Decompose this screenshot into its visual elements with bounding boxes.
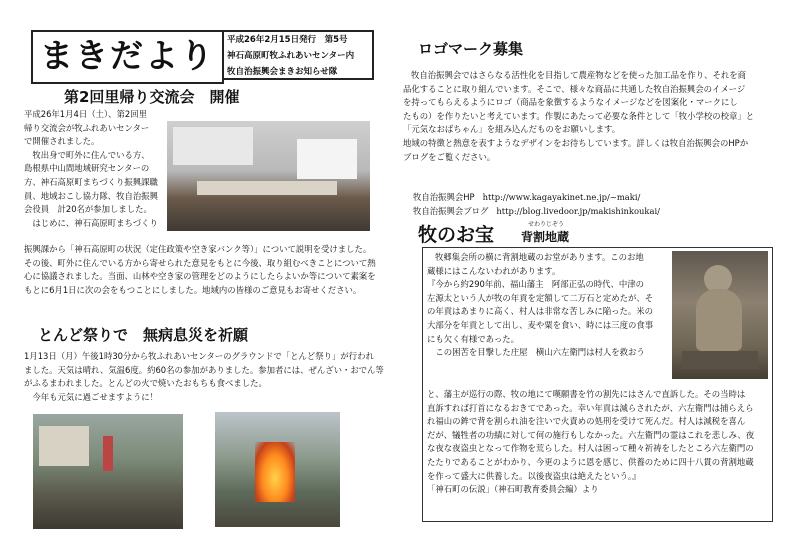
- hp-url[interactable]: http://www.kagayakinet.ne.jp/~maki/: [482, 192, 641, 202]
- exchange-lead: 平成26年1月4日（土）、第2回里 帰り交流会が牧ふれあいセンター で開催されました。 牧出身で町外に住んでいる方、 島根県中山間地域研究センターの 方、神石高原町まちづくり振興課職 員、地域おこし協力隊、牧自治振興 会役員 計20名が参加しました。 はじめに、神石高原町まちづくり: [24, 109, 158, 228]
- newsletter-title: まきだより: [31, 30, 224, 84]
- logo-body: 牧自治振興会ではさらなる活性化を目指して農産物などを使った加工品を作り、それを商 品化することに取り組んでいます。そこで、様々な商品に共通した牧自治振興会のイメージ を持ってもらえるようにロゴ（商品を象徴するようなイメージなどを図案化・マークにし たもの）を作りたいと考えています。作製にあたって必要な条件として「牧小学校の校章」と 「元気なおばちゃん」を組み込んだものをお願いします。 地域の特徴と熱意を表すようなデザインをお待ちしています。詳しくは牧自治振興会のHPか ブログをご覧ください。: [403, 70, 755, 162]
- tondo-heading: とんど祭りで 無病息災を祈願: [38, 326, 249, 344]
- logo-heading: ロゴマーク募集: [418, 40, 524, 58]
- issue-date: 平成26年2月15日発行 第5号: [227, 35, 348, 45]
- exchange-meeting-photo: [167, 121, 370, 231]
- exchange-body: 振興課から「神石高原町の状況（定住政策や空き家バンク等）」について説明を受けました。 その後、町外に住んでいる方から寄せられた意見をもとに今後、取り組むべきことについて熱 心に協議されました。当面、山林や空き家の管理をどのようにしたらよいか等について素案を もとに6月1日に次の会をもつことにしました。地域内の皆様のご意見もお寄せください。: [24, 244, 376, 295]
- publisher-line-2: 牧自治振興会まきお知らせ隊: [227, 67, 338, 77]
- blog-label: 牧自治振興会ブログ: [413, 205, 489, 216]
- tondo-body: 1月13日（月）午後1時30分から牧ふれあいセンターのグラウンドで「とんど祭り」が行われ ました。天気は晴れ、気温6度。約60名の参加がありました。参加者には、ぜんざい・おでん等 がふるまわれました。とんどの火で焼いたおもちも食べました。 今年も元気に過ごせますように！: [24, 351, 384, 402]
- treasure-heading: 牧のお宝: [418, 224, 495, 246]
- jizo-statue-photo: [672, 251, 768, 379]
- blog-url[interactable]: http://blog.livedoor.jp/makishinkoukai/: [496, 205, 660, 216]
- treasure-ruby: せわりじぞう: [528, 221, 565, 228]
- logo-links: [413, 191, 773, 218]
- issue-info: [222, 30, 374, 80]
- publisher-line-1: 神石高原町牧ふれあいセンター内: [227, 51, 355, 61]
- hp-label: 牧自治振興会HP: [413, 192, 475, 202]
- exchange-heading: 第2回里帰り交流会 開催: [64, 88, 240, 106]
- treasure-body-bottom: と、藩主が巡行の際、牧の地にて嘆願書を竹の割先にはさんで直訴した。その当時は 直訴すれば打首になるおきてであった。幸い年貢は減らされたが、六左衛門は捕らえら れ福山の鉾で背を割られ油を注いで火責めの処刑を受けて死んだ。村人は減税を喜ん だが、犠牲者の功績に対して何の施行もしなかった。六左衛門の霊はこれを悲しみ、夜 な夜な夜盗虫となって作物を荒らした。村人は困って種々祈祷をしたところ六左衛門の たたりであることがわかり、今更のように恩を感じ、供養のために四十八貫の背割地蔵 を作って盛大に供養した。以後夜盗虫は絶えたという。』 「神石町の伝説」（神石町教育委員会編）より: [427, 389, 755, 495]
- tondo-group-photo: [33, 414, 183, 529]
- treasure-body-top: 牧郷集会所の横に背割地蔵のお堂があります。このお地 蔵様にはこんないわれがあります。 『今から約290年前、福山藩主 阿部正弘の時代、中津の 左源太という人が牧の年貢を定額して二万石と定めたが、そ の年貢はあまりに高く、村人は非常な苦しみに陥った。米の 大部分を年貢として出し、麦や粟を食い、時には三度の食事 にも欠く有様であった。 この困苦を目撃した庄屋 横山六左衛門は村人を救おう: [427, 252, 654, 358]
- tondo-fire-photo: [215, 412, 340, 527]
- treasure-subheading: 背割地蔵: [521, 230, 570, 244]
